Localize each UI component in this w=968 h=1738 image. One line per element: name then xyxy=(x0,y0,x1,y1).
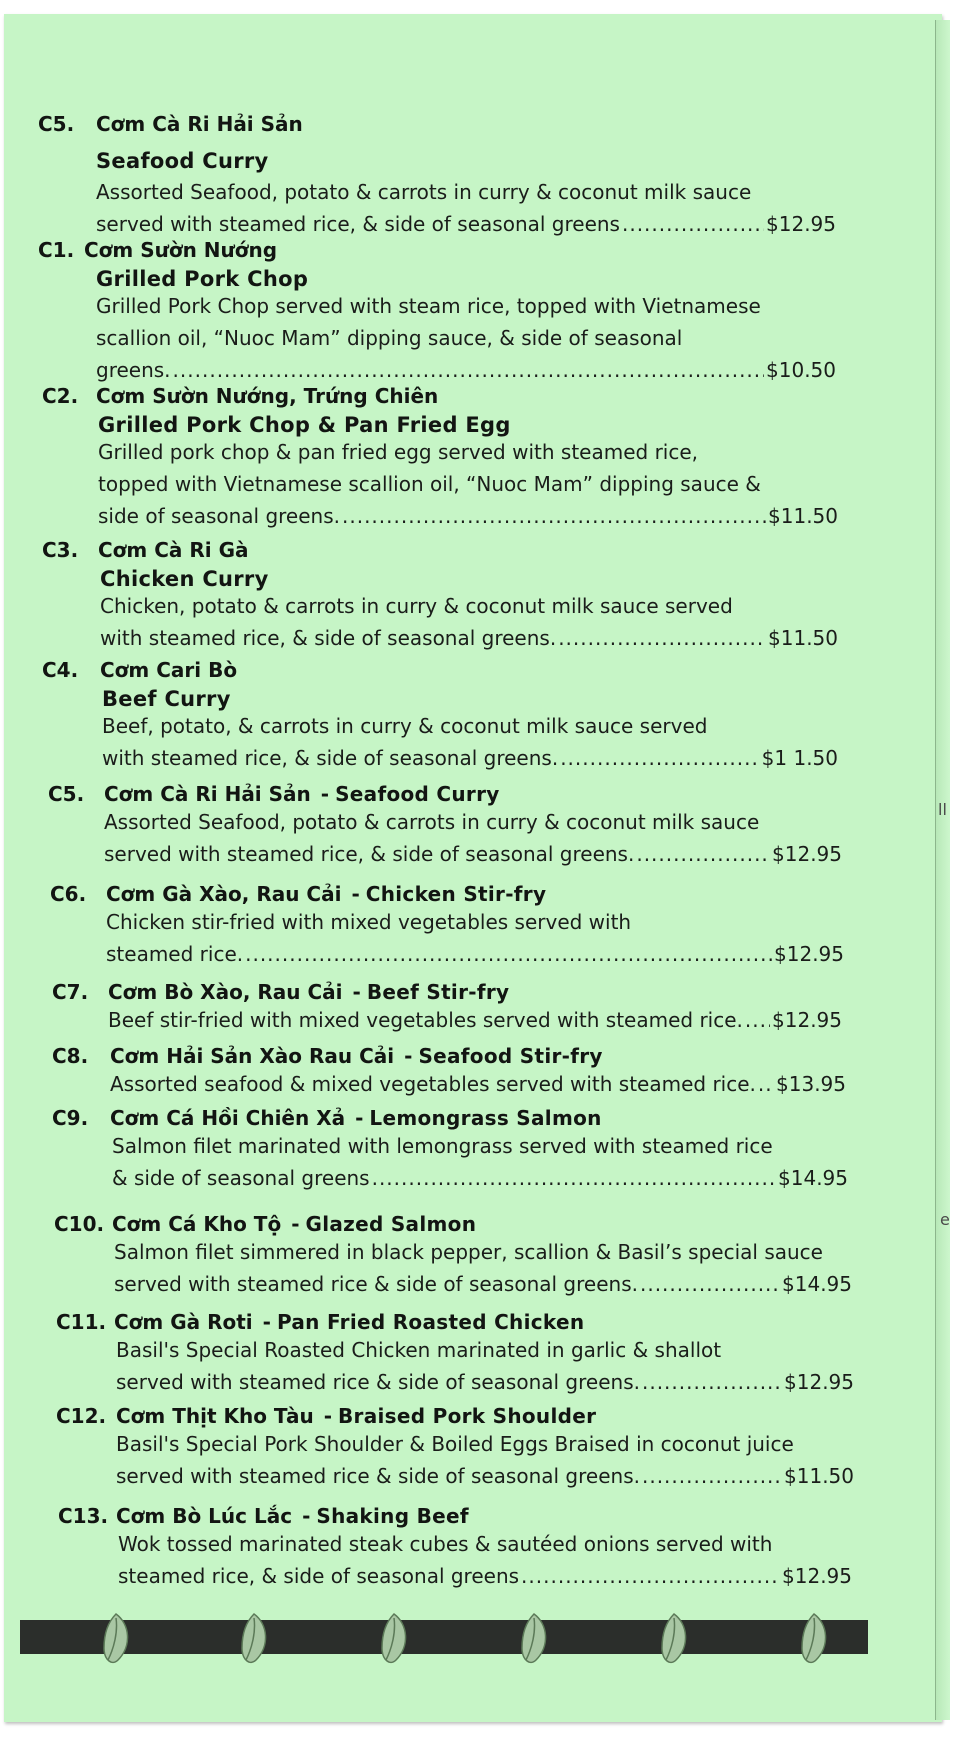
item-code: C13. xyxy=(58,1504,109,1528)
item-code: C1. xyxy=(38,238,75,262)
item-vietnamese-name: Cơm Thịt Kho Tàu xyxy=(116,1404,314,1428)
description-line: Basil's Special Roasted Chicken marinated in garlic & shallot xyxy=(116,1338,722,1362)
item-english-name: Seafood Curry xyxy=(335,782,500,806)
item-price: $11.50 xyxy=(768,626,838,650)
item-price: $12.95 xyxy=(772,842,842,866)
item-description xyxy=(116,1334,854,1398)
leaf-icon xyxy=(236,1612,272,1664)
item-english-name: Grilled Pork Chop & Pan Fried Egg xyxy=(98,413,511,437)
item-description xyxy=(108,1004,842,1036)
description-line: served with steamed rice, & side of seasonal greens. xyxy=(104,842,635,866)
item-price: $11.50 xyxy=(784,1464,854,1488)
item-description xyxy=(96,176,836,240)
name-separator: - xyxy=(355,1106,364,1130)
item-title xyxy=(42,658,237,682)
description-line: steamed rice. xyxy=(106,942,244,966)
leader-dots xyxy=(245,938,772,970)
item-price: $13.95 xyxy=(776,1072,846,1096)
item-vietnamese-name: Cơm Cá Kho Tộ xyxy=(112,1212,282,1236)
item-price: $12.95 xyxy=(774,942,844,966)
description-line: Assorted seafood & mixed vegetables served with steamed rice. xyxy=(110,1072,756,1096)
item-code: C5. xyxy=(38,112,75,136)
leader-dots xyxy=(622,208,764,240)
item-vietnamese-name: Cơm Gà Roti xyxy=(114,1310,253,1334)
description-line: side of seasonal greens. xyxy=(98,504,340,528)
item-title xyxy=(52,1106,602,1130)
name-separator: - xyxy=(291,1212,300,1236)
description-line: Assorted Seafood, potato & carrots in curry & coconut milk sauce xyxy=(96,180,752,204)
description-line: served with steamed rice, & side of seasonal greens xyxy=(96,212,620,236)
item-description xyxy=(104,806,842,870)
item-description xyxy=(118,1528,852,1592)
margin-mark: ll xyxy=(938,800,947,819)
description-line: Beef stir-fried with mixed vegetables served with steamed rice. xyxy=(108,1008,743,1032)
item-title xyxy=(38,238,277,262)
item-title xyxy=(42,538,249,562)
description-line: Salmon filet simmered in black pepper, scallion & Basil’s special sauce xyxy=(114,1240,823,1264)
item-description xyxy=(100,590,838,654)
item-title xyxy=(50,882,546,906)
item-english-name: Grilled Pork Chop xyxy=(96,267,309,291)
leader-dots xyxy=(758,1068,774,1100)
leader-dots xyxy=(642,1460,782,1492)
name-separator: - xyxy=(404,1044,413,1068)
leader-dots xyxy=(521,1560,780,1592)
item-title xyxy=(42,384,438,408)
description-line: Chicken, potato & carrots in curry & coconut milk sauce served xyxy=(100,594,733,618)
description-line: Chicken stir-fried with mixed vegetables served with xyxy=(106,910,632,934)
item-english-name: Shaking Beef xyxy=(316,1504,469,1528)
description-line: topped with Vietnamese scallion oil, “Nuoc Mam” dipping sauce & xyxy=(98,472,761,496)
item-code: C3. xyxy=(42,538,79,562)
item-code: C10. xyxy=(54,1212,105,1236)
description-line: with steamed rice, & side of seasonal greens. xyxy=(102,746,559,770)
item-price: $10.50 xyxy=(766,358,836,382)
item-vietnamese-name: Cơm Hải Sản Xào Rau Cải xyxy=(110,1044,395,1068)
item-vietnamese-name: Cơm Cá Hồi Chiên Xả xyxy=(110,1106,346,1130)
item-title xyxy=(56,1310,584,1334)
item-vietnamese-name: Cơm Sườn Nướng, Trứng Chiên xyxy=(96,384,439,408)
item-title xyxy=(54,1212,476,1236)
item-description xyxy=(98,436,838,532)
description-line: Wok tossed marinated steak cubes & sautéed onions served with xyxy=(118,1532,773,1556)
item-code: C6. xyxy=(50,882,87,906)
description-line: served with steamed rice & side of seasonal greens. xyxy=(116,1464,640,1488)
item-english-name: Braised Pork Shoulder xyxy=(338,1404,597,1428)
leader-dots xyxy=(560,742,759,774)
item-price: $14.95 xyxy=(778,1166,848,1190)
description-line: served with steamed rice & side of seasonal greens. xyxy=(116,1370,640,1394)
item-code: C11. xyxy=(56,1310,107,1334)
description-line: served with steamed rice & side of seasonal greens. xyxy=(114,1272,638,1296)
item-english-name: Pan Fried Roasted Chicken xyxy=(276,1310,585,1334)
item-english-name: Seafood Curry xyxy=(96,149,269,173)
page-edge xyxy=(935,20,950,1720)
leader-dots xyxy=(640,1268,780,1300)
item-english-name: Chicken Curry xyxy=(100,567,269,591)
leader-dots xyxy=(558,622,766,654)
description-line: with steamed rice, & side of seasonal greens. xyxy=(100,626,557,650)
description-line: scallion oil, “Nuoc Mam” dipping sauce, & side of seasonal xyxy=(96,326,683,350)
item-price: $14.95 xyxy=(782,1272,852,1296)
item-title xyxy=(56,1404,596,1428)
item-description xyxy=(114,1236,852,1300)
name-separator: - xyxy=(351,882,360,906)
leader-dots xyxy=(372,1162,776,1194)
description-line: Assorted Seafood, potato & carrots in curry & coconut milk sauce xyxy=(104,810,760,834)
item-price: $1 1.50 xyxy=(761,746,838,770)
item-description xyxy=(102,710,838,774)
name-separator: - xyxy=(262,1310,271,1334)
description-line: Beef, potato, & carrots in curry & coconut milk sauce served xyxy=(102,714,708,738)
leader-dots xyxy=(642,1366,782,1398)
leaf-icon xyxy=(98,1612,134,1664)
item-description xyxy=(96,290,836,386)
name-separator: - xyxy=(320,782,330,806)
item-code: C5. xyxy=(48,782,85,806)
item-vietnamese-name: Cơm Sườn Nướng xyxy=(84,238,278,262)
item-english-name: Seafood Stir-fry xyxy=(418,1044,603,1068)
footer-band xyxy=(20,1620,868,1654)
name-separator: - xyxy=(352,980,361,1004)
leaf-icon xyxy=(656,1612,692,1664)
description-line: Salmon filet marinated with lemongrass served with steamed rice xyxy=(112,1134,773,1158)
item-price: $11.50 xyxy=(768,504,838,528)
item-code: C12. xyxy=(56,1404,107,1428)
description-line: greens. xyxy=(96,358,171,382)
item-vietnamese-name: Cơm Cà Ri Gà xyxy=(98,538,249,562)
item-vietnamese-name: Cơm Bò Lúc Lắc xyxy=(116,1504,293,1528)
description-line: Basil's Special Pork Shoulder & Boiled Eggs Braised in coconut juice xyxy=(116,1432,794,1456)
item-title xyxy=(48,782,500,806)
leader-dots xyxy=(636,838,770,870)
item-code: C9. xyxy=(52,1106,89,1130)
description-line: Grilled Pork Chop served with steam rice, topped with Vietnamese xyxy=(96,294,761,318)
name-separator: - xyxy=(302,1504,311,1528)
item-title xyxy=(52,980,509,1004)
description-line: & side of seasonal greens xyxy=(112,1166,370,1190)
item-english-name: Chicken Stir-fry xyxy=(365,882,547,906)
leader-dots xyxy=(173,354,764,386)
item-title xyxy=(38,112,303,136)
item-vietnamese-name: Cơm Gà Xào, Rau Cải xyxy=(106,882,342,906)
item-vietnamese-name: Cơm Cari Bò xyxy=(100,658,238,682)
item-price: $12.95 xyxy=(784,1370,854,1394)
item-code: C4. xyxy=(42,658,79,682)
item-english-name: Lemongrass Salmon xyxy=(369,1106,602,1130)
item-description xyxy=(106,906,844,970)
item-english-name: Beef Stir-fry xyxy=(366,980,510,1004)
leaf-icon xyxy=(796,1612,832,1664)
description-line: steamed rice, & side of seasonal greens xyxy=(118,1564,520,1588)
item-description xyxy=(112,1130,848,1194)
item-code: C7. xyxy=(52,980,89,1004)
name-separator: - xyxy=(323,1404,333,1428)
item-description xyxy=(116,1428,854,1492)
leaf-icon xyxy=(516,1612,552,1664)
item-price: $12.95 xyxy=(772,1008,842,1032)
item-english-name: Beef Curry xyxy=(102,687,231,711)
item-code: C2. xyxy=(42,384,79,408)
leader-dots xyxy=(342,500,766,532)
item-price: $12.95 xyxy=(766,212,836,236)
item-vietnamese-name: Cơm Bò Xào, Rau Cải xyxy=(108,980,343,1004)
description-line: Grilled pork chop & pan fried egg served with steamed rice, xyxy=(98,440,698,464)
item-code: C8. xyxy=(52,1044,89,1068)
leader-dots xyxy=(745,1004,770,1036)
item-english-name: Glazed Salmon xyxy=(305,1212,477,1236)
margin-mark: e xyxy=(940,1210,950,1229)
item-vietnamese-name: Cơm Cà Ri Hải Sản xyxy=(104,782,311,806)
item-title xyxy=(52,1044,603,1068)
item-vietnamese-name: Cơm Cà Ri Hải Sản xyxy=(96,112,303,136)
item-price: $12.95 xyxy=(782,1564,852,1588)
leaf-icon xyxy=(376,1612,412,1664)
item-title xyxy=(58,1504,469,1528)
item-description xyxy=(110,1068,846,1100)
